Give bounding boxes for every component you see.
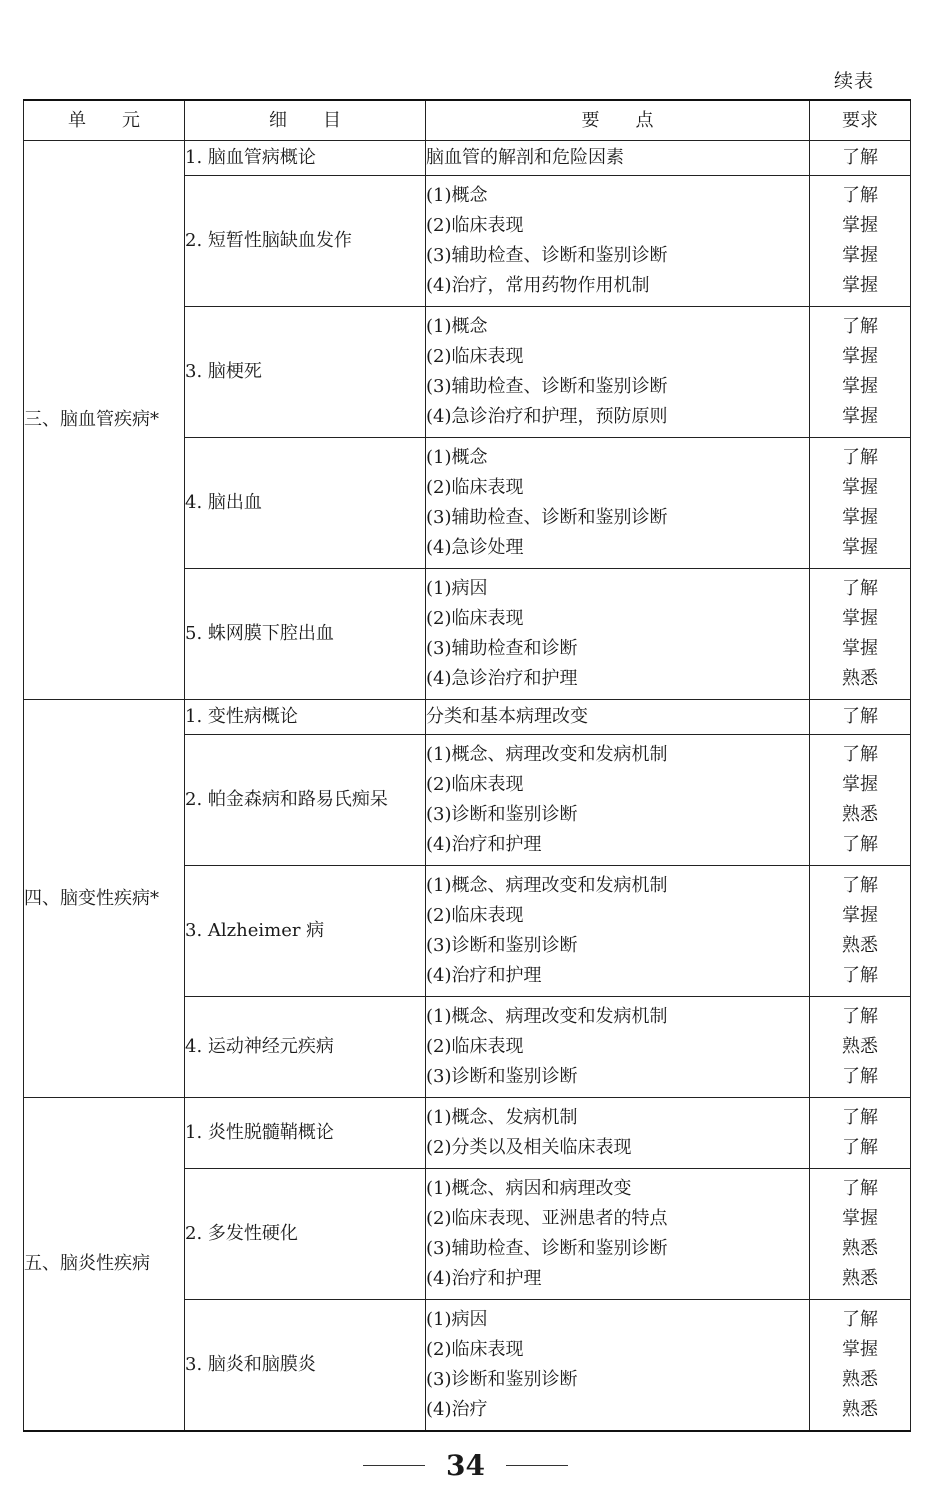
- item-cell: 4. 脑出血: [185, 438, 426, 569]
- point-line: (4)急诊治疗和护理: [426, 668, 578, 689]
- point-line: (3)诊断和鉴别诊断: [426, 1066, 578, 1087]
- point-line: (1)概念: [426, 185, 488, 206]
- point-line: (1)概念、病理改变和发病机制: [426, 1006, 668, 1027]
- requirement-cell: [810, 735, 911, 866]
- point-line: (2)临床表现: [426, 477, 524, 498]
- points-cell: [426, 1169, 810, 1300]
- requirement-cell: [810, 1169, 911, 1300]
- requirement-level: 了解: [842, 965, 878, 986]
- item-cell: 1. 脑血管病概论: [185, 141, 426, 176]
- point-line: (2)临床表现: [426, 1036, 524, 1057]
- item-cell: 2. 帕金森病和路易氏痴呆: [185, 735, 426, 866]
- point-line: (2)临床表现: [426, 346, 524, 367]
- header-unit: 单 元: [24, 100, 185, 141]
- item-cell: 2. 多发性硬化: [185, 1169, 426, 1300]
- requirement-level: 了解: [842, 706, 878, 727]
- point-line: (1)概念、发病机制: [426, 1107, 578, 1128]
- point-line: (3)诊断和鉴别诊断: [426, 1368, 578, 1390]
- requirement-level: 了解: [842, 1308, 878, 1330]
- point-line: (2)临床表现: [426, 1338, 524, 1360]
- point-line: (4)治疗: [426, 1398, 488, 1420]
- item-cell: 3. 脑炎和脑膜炎: [185, 1300, 426, 1431]
- point-line: 分类和基本病理改变: [426, 706, 588, 727]
- point-line: (4)急诊治疗和护理，预防原则: [426, 406, 668, 427]
- point-line: (1)概念: [426, 447, 488, 468]
- requirement-level: 掌握: [842, 376, 878, 397]
- item-cell: 4. 运动神经元疾病: [185, 997, 426, 1098]
- item-cell: 3. 脑梗死: [185, 307, 426, 438]
- requirement-level: 熟悉: [842, 935, 878, 956]
- points-cell: [426, 866, 810, 997]
- point-line: (4)治疗和护理: [426, 1268, 542, 1289]
- requirement-cell: [810, 997, 911, 1098]
- header-item: 细 目: [185, 100, 426, 141]
- points-cell: [426, 141, 810, 176]
- point-line: (3)辅助检查、诊断和鉴别诊断: [426, 1238, 668, 1259]
- points-cell: [426, 438, 810, 569]
- point-line: (3)诊断和鉴别诊断: [426, 804, 578, 825]
- table-body: [24, 141, 911, 1431]
- points-cell: [426, 735, 810, 866]
- requirement-cell: [810, 866, 911, 997]
- requirement-level: 熟悉: [842, 804, 878, 825]
- point-line: (2)临床表现: [426, 215, 524, 236]
- requirement-level: 了解: [842, 578, 878, 599]
- requirement-level: 掌握: [842, 215, 878, 236]
- point-line: (2)临床表现、亚洲患者的特点: [426, 1208, 668, 1229]
- requirement-level: 熟悉: [842, 1398, 878, 1420]
- table-row: [24, 700, 911, 735]
- requirement-level: 了解: [842, 1178, 878, 1199]
- unit-cell: 四、脑变性疾病*: [24, 700, 185, 1098]
- header-requirement: 要求: [810, 100, 911, 141]
- point-line: (4)治疗和护理: [426, 834, 542, 855]
- point-line: (1)病因: [426, 578, 488, 599]
- point-line: (3)辅助检查和诊断: [426, 638, 578, 659]
- unit-cell: 三、脑血管疾病*: [24, 141, 185, 700]
- requirement-level: 熟悉: [842, 668, 878, 689]
- requirement-cell: [810, 176, 911, 307]
- table-header-row: [24, 100, 911, 141]
- item-cell: 2. 短暂性脑缺血发作: [185, 176, 426, 307]
- item-cell: 1. 变性病概论: [185, 700, 426, 735]
- point-line: (3)诊断和鉴别诊断: [426, 935, 578, 956]
- requirement-level: 熟悉: [842, 1368, 878, 1390]
- requirement-cell: [810, 569, 911, 700]
- requirement-level: 了解: [842, 834, 878, 855]
- requirement-level: 了解: [842, 1066, 878, 1087]
- page-number: 34: [446, 1449, 485, 1482]
- points-cell: [426, 176, 810, 307]
- requirement-level: 掌握: [842, 1338, 878, 1360]
- requirement-cell: [810, 141, 911, 176]
- point-line: (2)临床表现: [426, 905, 524, 926]
- requirement-level: 掌握: [842, 507, 878, 528]
- point-line: (4)急诊处理: [426, 537, 524, 558]
- unit-cell: 五、脑炎性疾病: [24, 1098, 185, 1431]
- point-line: (2)临床表现: [426, 774, 524, 795]
- requirement-level: 掌握: [842, 275, 878, 296]
- requirement-level: 了解: [842, 1006, 878, 1027]
- requirement-level: 了解: [842, 744, 878, 765]
- requirement-level: 了解: [842, 316, 878, 337]
- footer-rule-left: [363, 1465, 425, 1466]
- requirement-cell: [810, 307, 911, 438]
- requirement-level: 掌握: [842, 1208, 878, 1229]
- requirement-cell: [810, 700, 911, 735]
- requirement-cell: [810, 1300, 911, 1431]
- point-line: (1)概念、病理改变和发病机制: [426, 744, 668, 765]
- page-footer: [0, 1449, 931, 1482]
- requirement-level: 掌握: [842, 245, 878, 266]
- requirement-level: 掌握: [842, 608, 878, 629]
- requirement-level: 了解: [842, 147, 878, 168]
- table-row: [24, 1098, 911, 1169]
- item-cell: 1. 炎性脱髓鞘概论: [185, 1098, 426, 1169]
- requirement-level: 熟悉: [842, 1238, 878, 1259]
- points-cell: [426, 1098, 810, 1169]
- item-cell: 3. Alzheimer 病: [185, 866, 426, 997]
- requirement-level: 掌握: [842, 774, 878, 795]
- point-line: (3)辅助检查、诊断和鉴别诊断: [426, 376, 668, 397]
- item-cell: 5. 蛛网膜下腔出血: [185, 569, 426, 700]
- requirement-cell: [810, 438, 911, 569]
- requirement-level: 掌握: [842, 638, 878, 659]
- requirement-level: 熟悉: [842, 1268, 878, 1289]
- requirement-cell: [810, 1098, 911, 1169]
- requirement-level: 掌握: [842, 905, 878, 926]
- point-line: (1)概念: [426, 316, 488, 337]
- point-line: (3)辅助检查、诊断和鉴别诊断: [426, 245, 668, 266]
- footer-rule-right: [506, 1465, 568, 1466]
- requirement-level: 掌握: [842, 477, 878, 498]
- requirement-level: 了解: [842, 185, 878, 206]
- point-line: (1)概念、病理改变和发病机制: [426, 875, 668, 896]
- point-line: (2)分类以及相关临床表现: [426, 1137, 632, 1158]
- header-points: 要 点: [426, 100, 810, 141]
- point-line: (1)病因: [426, 1308, 488, 1330]
- point-line: (4)治疗和护理: [426, 965, 542, 986]
- requirement-level: 掌握: [842, 346, 878, 367]
- requirement-level: 熟悉: [842, 1036, 878, 1057]
- requirement-level: 掌握: [842, 537, 878, 558]
- points-cell: [426, 997, 810, 1098]
- requirement-level: 了解: [842, 1107, 878, 1128]
- points-cell: [426, 307, 810, 438]
- requirement-level: 了解: [842, 875, 878, 896]
- syllabus-table: [23, 99, 911, 1432]
- continued-table-label: 续表: [834, 70, 875, 92]
- points-cell: [426, 569, 810, 700]
- point-line: (4)治疗，常用药物作用机制: [426, 275, 650, 296]
- table-row: [24, 141, 911, 176]
- point-line: (3)辅助检查、诊断和鉴别诊断: [426, 507, 668, 528]
- points-cell: [426, 1300, 810, 1431]
- point-line: (1)概念、病因和病理改变: [426, 1178, 632, 1199]
- requirement-level: 了解: [842, 1137, 878, 1158]
- point-line: 脑血管的解剖和危险因素: [426, 147, 624, 168]
- points-cell: [426, 700, 810, 735]
- requirement-level: 掌握: [842, 406, 878, 427]
- requirement-level: 了解: [842, 447, 878, 468]
- point-line: (2)临床表现: [426, 608, 524, 629]
